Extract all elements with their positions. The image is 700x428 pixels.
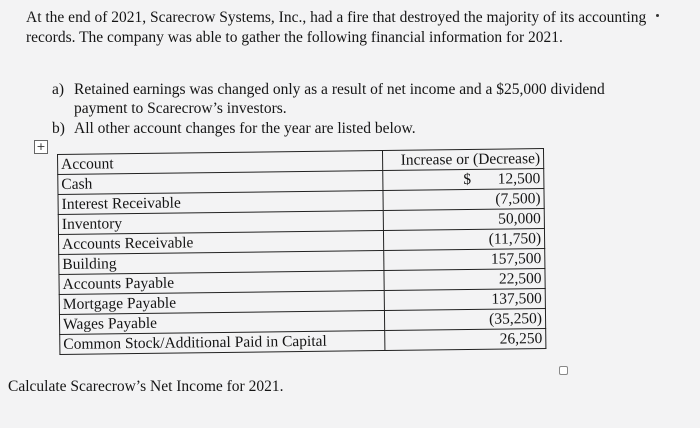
row-account: Mortgage Payable xyxy=(59,291,384,315)
item-a-text-line1: Retained earnings was changed only as a result of net income and a $25,000 dividend xyxy=(74,81,605,98)
row-amount: (7,500) xyxy=(383,189,544,211)
row-amount: (11,750) xyxy=(383,229,544,251)
row-amount: (35,250) xyxy=(384,309,545,331)
row-account: Accounts Receivable xyxy=(58,231,383,255)
row-account: Cash xyxy=(58,171,383,195)
currency-symbol: $ xyxy=(463,170,472,189)
row-amount: 50,000 xyxy=(383,209,544,231)
header-change: Increase or (Decrease) xyxy=(382,149,543,171)
row-account: Wages Payable xyxy=(59,311,384,335)
question-text: Calculate Scarecrow’s Net Income for 2021. xyxy=(8,378,284,395)
row-amount: $ 12,500 xyxy=(383,169,544,191)
problem-intro: At the end of 2021, Scarecrow Systems, Inc., had a fire that destroyed the majority of its accounting records. The company was able to gather the following financial information for 2021. xyxy=(26,9,647,46)
row-amount: 157,500 xyxy=(384,249,545,271)
header-account: Account xyxy=(58,151,383,175)
plus-box-icon[interactable]: + xyxy=(34,140,48,154)
row-amount: 22,500 xyxy=(384,269,545,291)
row-account: Building xyxy=(59,251,384,275)
item-a-text-line2: payment to Scarecrow’s investors. xyxy=(74,100,287,117)
row-account: Interest Receivable xyxy=(58,191,383,215)
item-b-marker: b) xyxy=(52,120,65,137)
item-b xyxy=(52,119,692,139)
item-a xyxy=(52,80,692,120)
row-amount: 26,250 xyxy=(385,329,546,351)
account-changes-table xyxy=(57,148,546,355)
row-account: Inventory xyxy=(58,211,383,235)
table-resize-handle[interactable] xyxy=(559,366,568,375)
item-b-text: All other account changes for the year are listed below. xyxy=(74,120,416,137)
row-amount: 137,500 xyxy=(384,289,545,311)
item-a-marker: a) xyxy=(52,81,65,98)
row-account: Common Stock/Additional Paid in Capital xyxy=(60,331,385,355)
row-account: Accounts Payable xyxy=(59,271,384,295)
